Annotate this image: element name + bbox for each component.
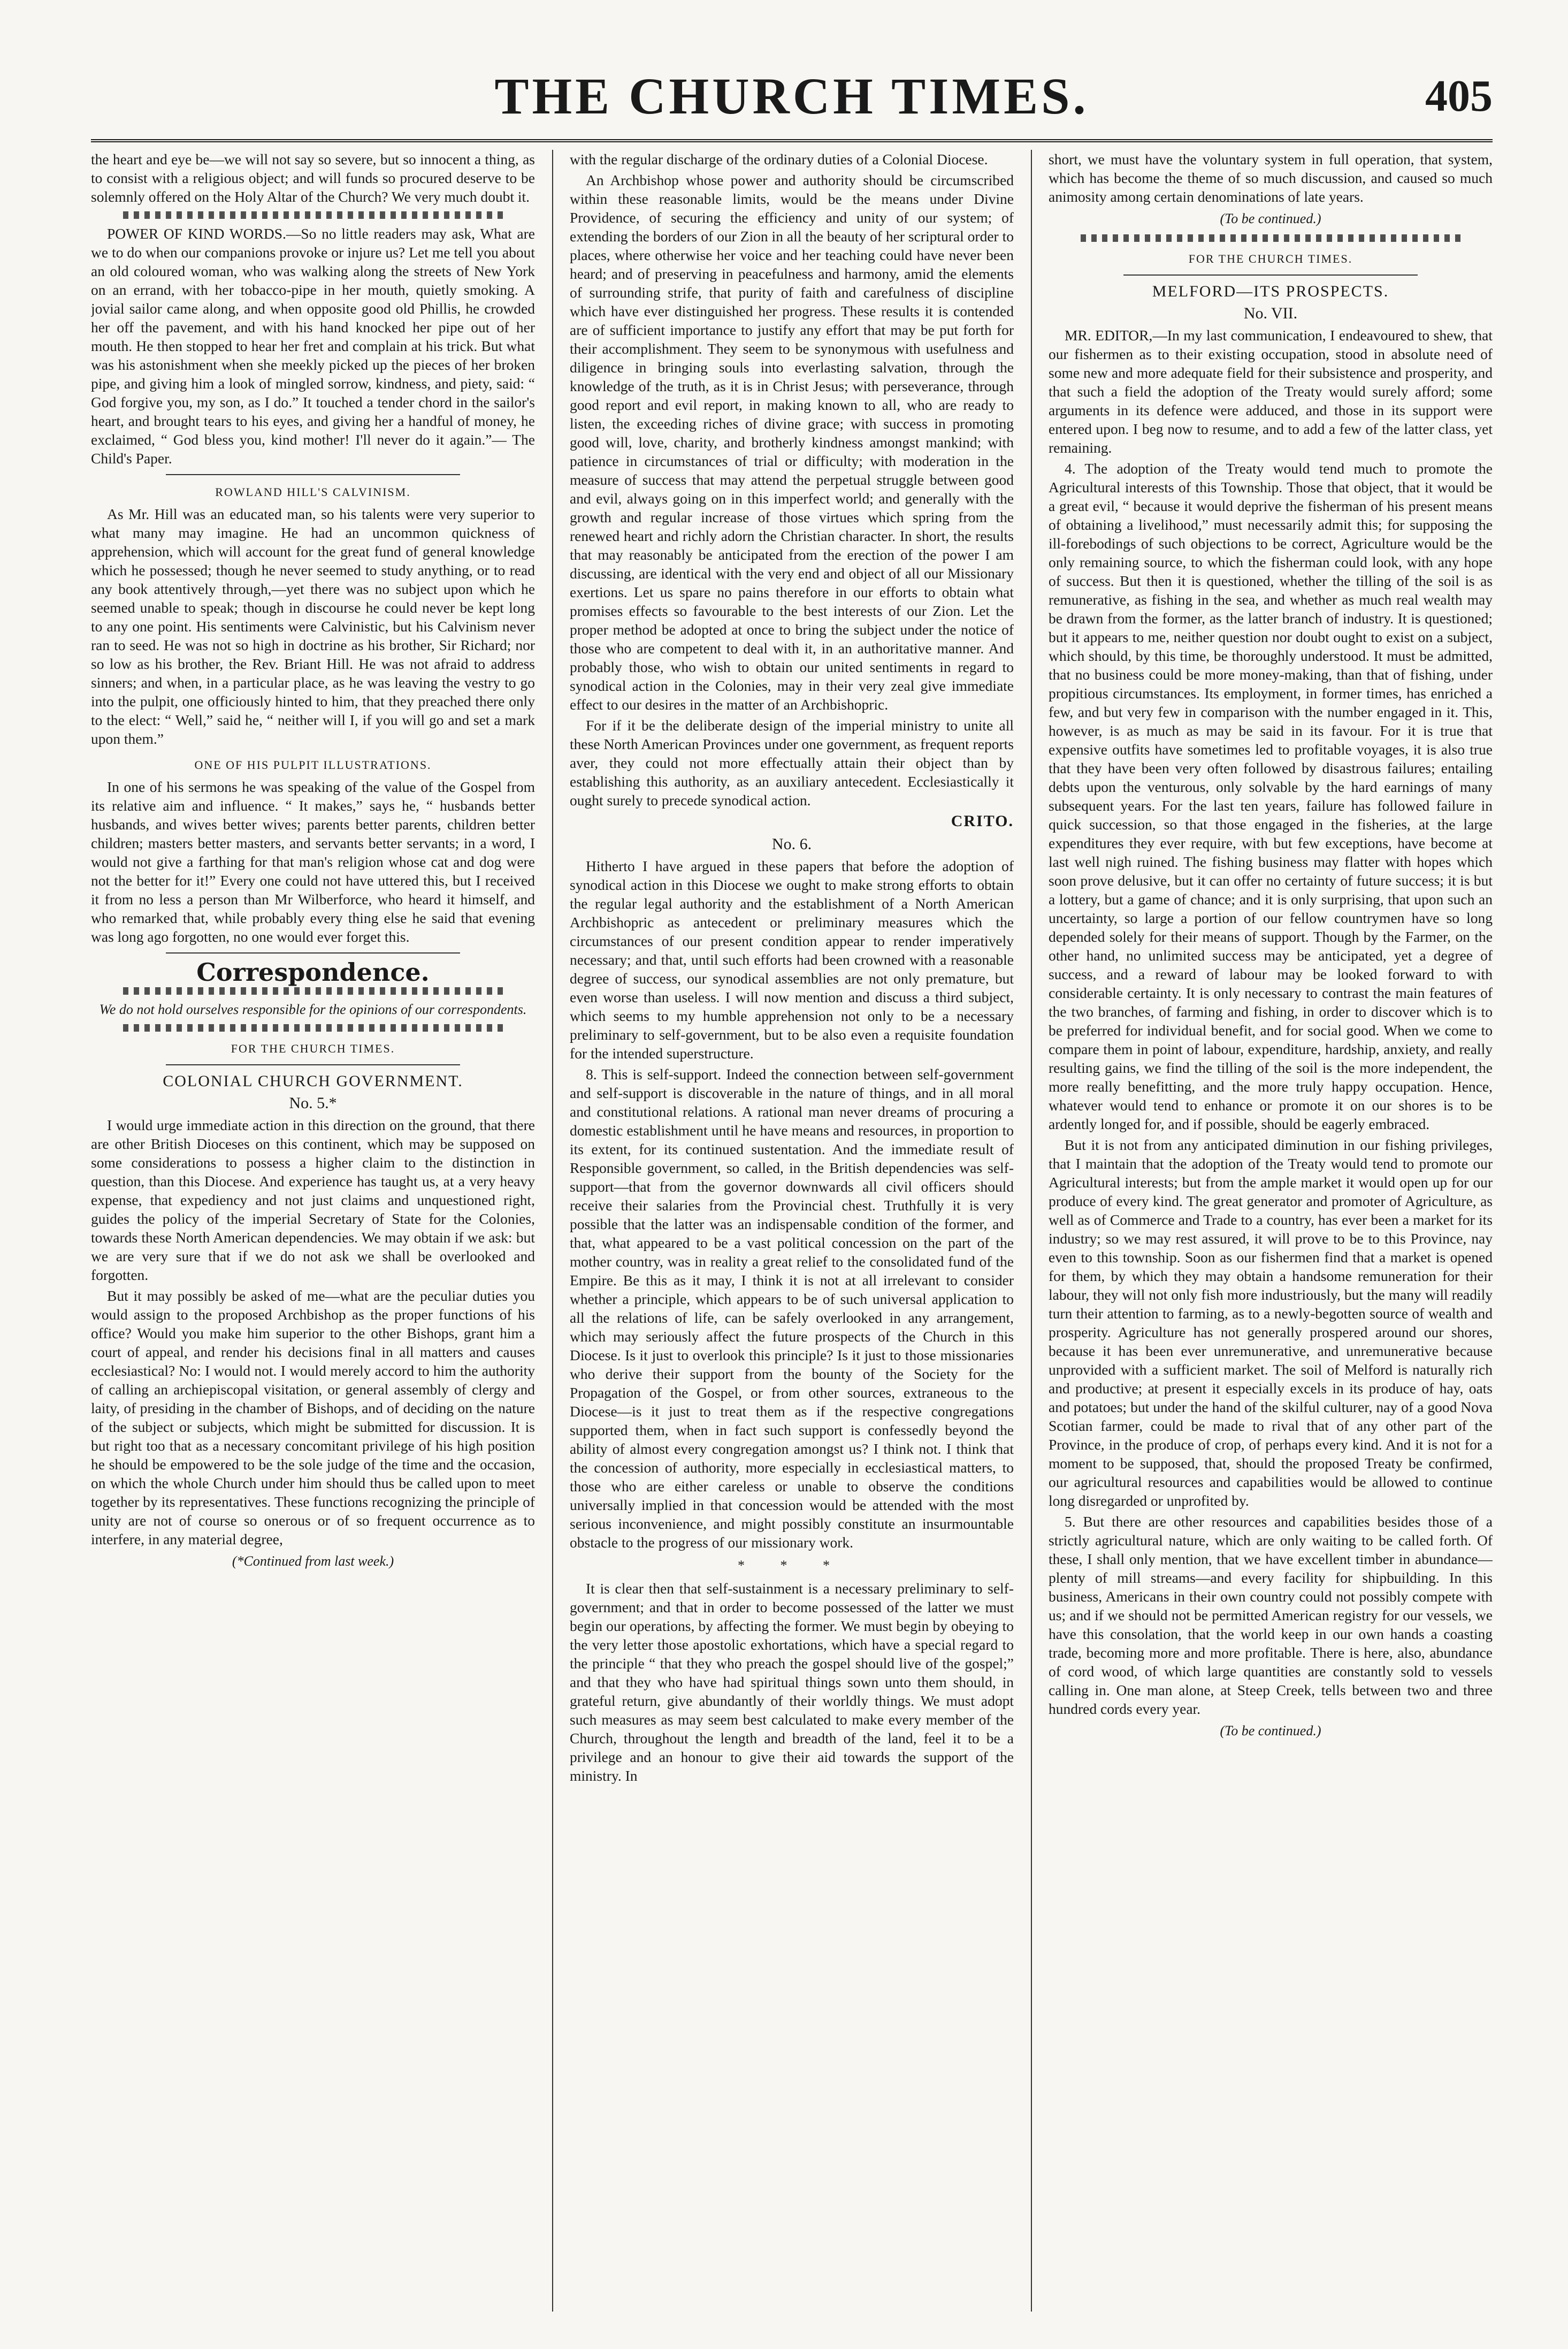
- article-paragraph: with the regular discharge of the ordinary duties of a Colonial Diocese.: [570, 151, 988, 167]
- wavy-divider: [123, 987, 503, 995]
- article-title: MELFORD—ITS PROSPECTS.: [1152, 283, 1389, 300]
- correspondence-heading: Correspondence.: [196, 958, 430, 987]
- article-title: COLONIAL CHURCH GOVERNMENT.: [163, 1072, 463, 1090]
- section-rule: [166, 1064, 460, 1065]
- article-number: No. 5.*: [289, 1094, 337, 1112]
- wavy-divider: [123, 211, 503, 219]
- section-rule: [166, 474, 460, 475]
- newspaper-page: [91, 64, 1493, 2317]
- article-paragraph: the heart and eye be—we will not say so severe, but so innocent a thing, as to consist with a religious object; and will funds so procured deserve to be solemnly offered on the Holy Altar of the Church? We very much doubt it.: [91, 151, 535, 205]
- article-paragraph: But it may possibly be asked of me—what are the peculiar duties you would assign to the proposed Archbishop as the proper functions of his office? Would you make him superior to the other Bishops, grant him a court of appeal, and render his decisions final in all matters and causes ecclesiastical? No: I would not. I would merely accord to him the authority of calling an archiepiscopal visitation, or general assembly of clergy and laity, of presiding in the chamber of Bishops, and of deciding on the nature of the subject or subjects, which might be submitted for discussion. It is but right too that as a necessary concomitant privilege of his high position he should be empowered to be the sole judge of the time and the occasion, on which the whole Church under him should thus be called upon to meet together by its representatives. These functions recognizing the principle of unity are not of course so onerous or of so frequent occurrence as to interfere, in any material degree,: [91, 1287, 535, 1547]
- newspaper-title: THE CHURCH TIMES.: [494, 67, 1089, 125]
- masthead-rule: [91, 139, 1493, 142]
- section-heading: ROWLAND HILL'S CALVINISM.: [215, 485, 411, 499]
- article-paragraph: 4. The adoption of the Treaty would tend much to promote the Agricultural interests of this Township. Those that object, that it would be a great evil, “ because it would deprive the fisherman of his present means of obtaining a livelihood,” must necessarily admit this; for supposing the ill-forebodings of such objections to be correct, Agriculture would be the only remaining source, to which the fisherman could look, with any hope of success. But then it is questioned, whether the tilling of the soil is as remunerative, as fishing in the sea, and whether as much real wealth may be drawn from the former, as the latter branch of industry. It is questioned; but it appears to me, neither question nor doubt ought to exist on a subject, which should, by this time, be thoroughly understood. It must be admitted, that no business could be more money-making, than that of fishing, under propitious circumstances. Its employment, in former times, has enriched a few, and but very few in comparison with the number engaged in it. This, however, is as much as may be said in its favour. For it is true that expensive outfits have sometimes led to profitable voyages, it is also true that they have been very often followed by disastrous failures; entailing debts upon the venturous, only solvable by the hard earnings of many subsequent years. For the last ten years, failure has followed failure in quick succession, so that those engaged in the fisheries, at the large expenditures they ever require, with but few exceptions, have become at last well nigh ruined. The fishing business may flatter with hopes which soon prove delusive, but it can offer no certainty of future success; it is but a lottery, but a game of chance; and it is only surprising, that upon such an uncertainty, so large a portion of our fellow countrymen have so long depended solely for their means of support. Though by the Farmer, on the other hand, no unlimited success may be anticipated, yet a degree of success, and a reward of labour may be looked forward to with considerable certainty. It is only necessary to contrast the main features of the two branches, of farming and fishing, in order to discover which is to be preferred for individual benefit, and for social good. When we come to compare them in point of labour, expenditure, hardship, anxiety, and really resulting gains, we find the tilling of the soil is the more independent, the more really benefitting, and the more truly happy occupation. Hence, whatever would tend to enhance or promote it on our shores is to be ardently longed for, and if possible, should be eagerly embraced.: [1049, 460, 1493, 1132]
- article-paragraph: For if it be the deliberate design of the imperial ministry to unite all these North American Provinces under one government, as frequent reports aver, they could not more effectually attain their object than by establishing this authority, as an auxiliary antecedent. Ecclesiastically it ought surely to precede synodical action.: [570, 717, 1014, 809]
- article-paragraph: I would urge immediate action in this direction on the ground, that there are other British Dioceses on this continent, which may be supposed on some considerations to possess a higher claim to the distinction in question, than this Diocese. And experience has taught us, at a very heavy expense, that expediency and not just claims and unquestioned right, guides the policy of the imperial Secretary of State for the Colonies, towards these North American dependencies. We may obtain if we ask: but we are very sure that if we do not ask we shall be overlooked and forgotten.: [91, 1117, 535, 1283]
- article-paragraph: An Archbishop whose power and authority should be circumscribed within these reasonable limits, would be the means under Divine Providence, of securing the efficiency and unity of our system; of extending the borders of our Zion in all the beauty of her scriptural order to places, where otherwise her voice and her teaching could have never been heard; and of preserving in peacefulness and harmony, amid the elements of surrounding strife, that purity of faith and carefulness of discipline which have ever distinguished her progress. These results it is contended are of sufficient importance to justify any effort that may be put forth for their accomplishment. They seem to be synonymous with usefulness and diligence in bringing souls into everlasting salvation, through the knowledge of the truth, as it is in Christ Jesus; with perseverance, through good report and evil report, in making known to all, who are ready to listen, the exceeding riches of divine grace; with success in promoting good will, love, charity, and brotherly kindness amongst mankind; with patience in circumstances of trial or difficulty; with moderation in the measure of success that may attend the perpetual struggle between good and evil, always going on in this imperfect world; and generally with the growth and regular increase of those virtues which spring from the renewed heart and richly adorn the Christian character. In short, the results that may reasonably be anticipated from the erection of the power I am discussing, are identical with the very end and object of all our Missionary exertions. Let us spare no pains therefore in our efforts to obtain what promises effects so favourable to the best interests of our Zion. Let the proper method be adopted at once to bring the subject under the notice of those who are competent to deal with it, in an authoritative manner. And probably those, who wish to obtain our united sentiments in regard to synodical action in the Colonies, may in their very zeal give immediate effect to our desires in the matter of an Archbishopric.: [570, 172, 1014, 713]
- article-number: No. 6.: [771, 835, 812, 853]
- article-paragraph: POWER OF KIND WORDS.—So no little readers may ask, What are we to do when our companions provoke or injure us? Let me tell you about an old coloured woman, who was walking along the streets of New York on an errand, with her tobacco-pipe in her mouth, quietly smoking. A jovial sailor came along, and when opposite good old Phillis, he crowded her off the pavement, and with his hand knocked her pipe out of her mouth. He then stopped to hear her fret and complain at his trick. But what was his astonishment when she meekly picked up the pieces of her broken pipe, and giving him a look of mingled sorrow, kindness, and piety, said: “ God forgive you, my son, as I do.” It touched a tender chord in the sailor's heart, and brought tears to his eyes, and giving her a handful of money, he exclaimed, “ God bless you, kind mother! I'll never do it again.”— The Child's Paper.: [91, 225, 535, 467]
- for-church-times-label: FOR THE CHURCH TIMES.: [231, 1042, 395, 1055]
- continued-note: (*Continued from last week.): [232, 1553, 394, 1569]
- article-paragraph: short, we must have the voluntary system in full operation, that system, which has become the theme of so much discussion, and caused so much animosity among certain denominations of late years.: [1049, 151, 1493, 205]
- section-rule: [1123, 274, 1418, 276]
- column-2: [570, 150, 1014, 2312]
- column-divider: [1031, 150, 1032, 2312]
- continued-note: (To be continued.): [1220, 211, 1321, 226]
- article-number: No. VII.: [1243, 304, 1298, 322]
- author-signature: CRITO.: [951, 812, 1014, 830]
- asterism-divider: * * *: [738, 1558, 846, 1573]
- wavy-divider: [1081, 234, 1460, 242]
- column-3: [1049, 150, 1493, 2312]
- article-paragraph: 8. This is self-support. Indeed the connection between self-government and self-support is discoverable in the nature of things, and in all moral and constitutional relations. A rational man never dreams of procuring a domestic establishment until he have means and resources, in proportion to its extent, for its continued sustentation. And the immediate result of Responsible government, so called, in the British dependencies was self-support—that from the governor downwards all civil officers should receive their salaries from the Provincial chest. Truthfully it is very possible that the latter was an indispensable condition of the former, and that, what appeared to be a vast political concession on the part of the mother country, was in reality a great relief to the consolidated fund of the Empire. Be this as it may, I think it is not at all irrelevant to consider whether a principle, which appears to be of such universal application to all the relations of life, can be safely overlooked in any arrangement, which may seriously affect the future prospects of the Church in this Diocese. Is it just to overlook this principle? Is it just to those missionaries who derive their support from the bounty of the Society for the Propagation of the Gospel, or from other sources, extraneous to the Diocese—is it just to treat them as if the respective congregations supported them, when in fact such support is confessedly beyond the ability of almost every congregation amongst us? I think not. I think that the concession of authority, more especially in ecclesiastical matters, to those who are either careless or unable to observe the conditions universally implied in that concession would be attended with the most serious inconvenience, and might possibly constitute an insurmountable obstacle to the progress of our missionary work.: [570, 1066, 1014, 1551]
- column-divider: [552, 150, 553, 2312]
- column-1: [91, 150, 535, 2312]
- section-rule: [166, 952, 460, 954]
- article-paragraph: As Mr. Hill was an educated man, so his talents were very superior to what many may imagine. He had an uncommon quickness of apprehension, which will account for the great fund of general knowledge which he possessed; though he never seemed to study anything, or to read any book attentively through,—yet there was no subject upon which he seemed unable to speak; though in discourse he could never be kept long to any one point. His sentiments were Calvinistic, but his Calvinism never ran to seed. He was not so high in doctrine as his brother, Sir Richard; nor so low as his brother, the Rev. Briant Hill. He was not afraid to address sinners; and when, in a particular place, as he was leaving the vestry to go into the pulpit, one officiously hinted to him, that they preached there only to the elect: “ Well,” said he, “ neither will I, if you will go and set a mark upon them.”: [91, 506, 535, 747]
- for-church-times-label: FOR THE CHURCH TIMES.: [1188, 252, 1353, 265]
- masthead: [91, 64, 1493, 134]
- article-paragraph: MR. EDITOR,—In my last communication, I endeavoured to shew, that our fishermen as to their existing occupation, stood in absolute need of some new and more adequate field for their subsistence and prosperity, and that such a field the adoption of the Treaty would surely afford; some arguments in its defence were adduced, and those in its support were entered upon. I beg now to resume, and to add a few of the latter class, yet remaining.: [1049, 327, 1493, 456]
- editorial-disclaimer: We do not hold ourselves responsible for the opinions of our correspondents.: [99, 1002, 527, 1017]
- page-number: 405: [1425, 71, 1493, 121]
- article-paragraph: In one of his sermons he was speaking of the value of the Gospel from its relative aim and influence. “ It makes,” says he, “ husbands better husbands, and wives better wives; parents better parents, children better children; masters better masters, and servants better servants; in a word, I would not give a farthing for that man's religion whose cat and dog were not the better for it!” Every one could not have uttered this, but I received it from no less a person than Mr Wilberforce, who heard it himself, and who remarked that, while probably every thing else he said that evening was long ago forgotten, no one would ever forget this.: [91, 779, 535, 945]
- continued-note: (To be continued.): [1220, 1723, 1321, 1738]
- article-paragraph: Hitherto I have argued in these papers that before the adoption of synodical action in this Diocese we ought to make strong efforts to obtain the regular legal authority and the establishment of a North American Archbishopric as antecedent or preliminary measures which the circumstances of our present condition appear to render imperatively necessary; and that, until such efforts had been crowned with a reasonable degree of success, our synodical assemblies are not only premature, but even worse than useless. I will now mention and discuss a third subject, which seems to my humble apprehension not only to be a necessary preliminary to self-government, but to be also even a requisite foundation for the intended superstructure.: [570, 858, 1014, 1062]
- section-heading: ONE OF HIS PULPIT ILLUSTRATIONS.: [194, 758, 432, 772]
- wavy-divider: [123, 1024, 503, 1032]
- article-paragraph: But it is not from any anticipated diminution in our fishing privileges, that I maintain that the adoption of the Treaty would tend to promote our Agricultural interests; but from the ample market it would open up for our produce of every kind. The great generator and promoter of Agriculture, as well as of Commerce and Trade to a country, has ever been a market for its industry; so we may rest assured, it will prove to be to this Province, nay even to this township. Soon as our fishermen find that a market is opened for them, by which they may obtain a handsome remuneration for their labour, they will not only fish more industriously, but the many will readily turn their attention to farming, as to a newly-begotten source of wealth and prosperity. Agriculture has not generally prospered around our shores, because it has been ever unremunerative, and unremunerative because unprovided with a sufficient market. The soil of Melford is naturally rich and productive; at present it especially excels in its produce of hay, oats and potatoes; but under the hand of the skilful culturer, nay of a good Nova Scotian farmer, could be made to rival that of any other part of the Province, in the produce of crop, of perhaps every kind. And it is not for a moment to be supposed, that, should the proposed Treaty be confirmed, our agricultural resources and capabilities would be allowed to continue long disregarded or unprofited by.: [1049, 1137, 1493, 1509]
- article-paragraph: It is clear then that self-sustainment is a necessary preliminary to self-government; and that in order to become possessed of the latter we must begin our operations, by affecting the former. We must begin by obeying to the very letter those apostolic exhortations, which have a special regard to the principle “ that they who preach the gospel should live of the gospel;” and that they who have had spiritual things sown unto them should, in grateful return, give abundantly of their worldly things. We must adopt such measures as may seem best calculated to make every member of the Church, throughout the length and breadth of the land, feel it to be a privilege and an honour to give their aid towards the support of the ministry. In: [570, 1580, 1014, 1784]
- article-paragraph: 5. But there are other resources and capabilities besides those of a strictly agricultural nature, which are only waiting to be called forth. Of these, I shall only mention, that we have excellent timber in abundance—plenty of mill streams—and every facility for shipbuilding. In this business, Americans in their own country could not possibly compete with us; and if we should not be permitted American registry for our vessels, we have this consolation, that the world keep in our own hands a coasting trade, becoming more and more profitable. There is here, also, abundance of cord wood, of which large quantities are constantly sold to vessels calling in. One man alone, at Steep Creek, tells between two and three hundred cords every year.: [1049, 1513, 1493, 1717]
